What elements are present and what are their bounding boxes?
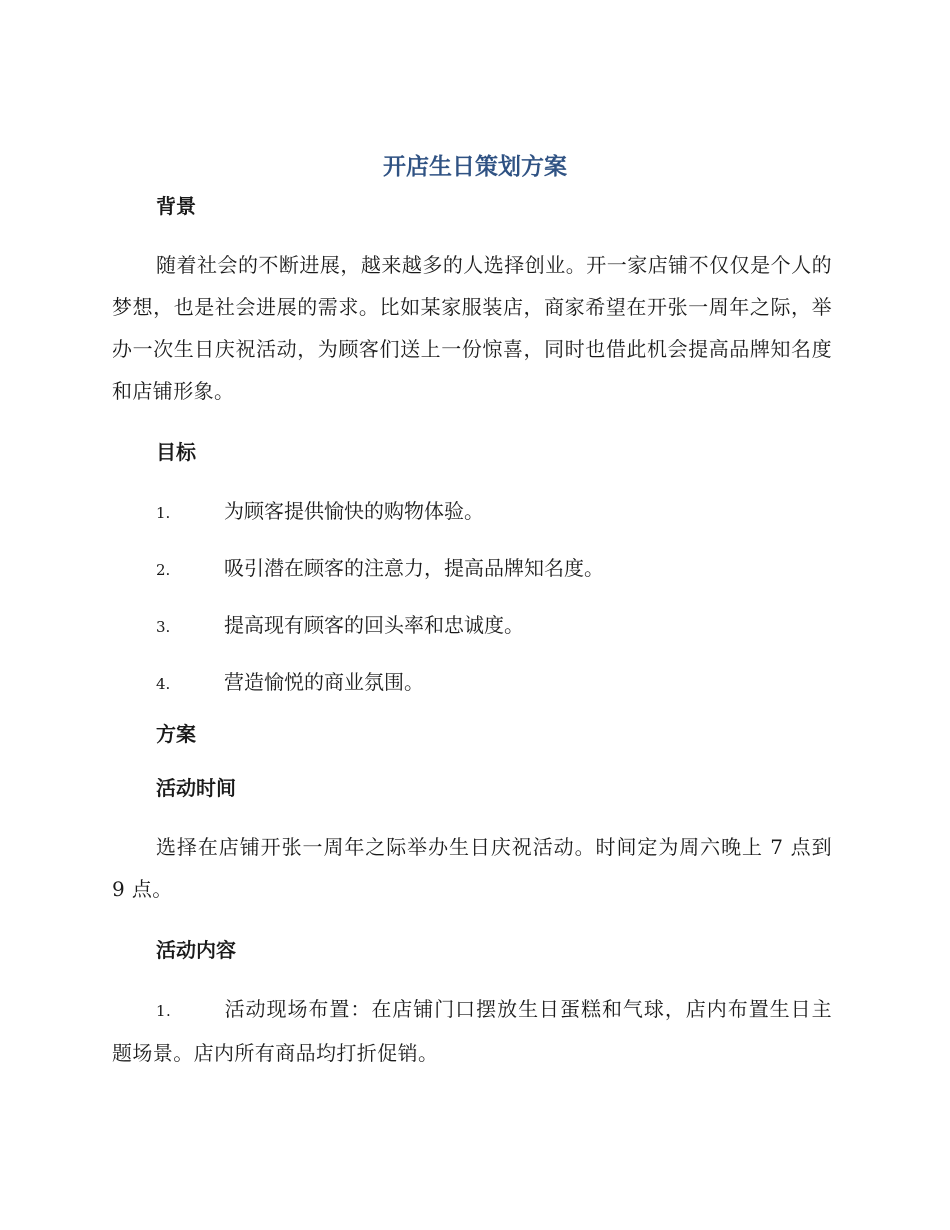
section-heading-content: 活动内容 [156,938,236,962]
list-number: 2. [156,561,171,579]
background-paragraph: 随着社会的不断进展，越来越多的人选择创业。开一家店铺不仅仅是个人的梦想，也是社会进展的需求。比如某家服装店，商家希望在开张一周年之际，举办一次生日庆祝活动，为顾客们送上一份惊喜，同时也借此机会提高品牌知名度和店铺形象。 [112,253,832,403]
list-text: 活动现场布置：在店铺门口摆放生日蛋糕和气球，店内布置生日主题场景。店内所有商品均打折促销。 [112,997,832,1065]
section-heading-time: 活动时间 [156,776,236,800]
list-text: 营造愉悦的商业氛围。 [224,670,424,694]
list-number: 4. [156,675,171,693]
list-item [112,547,832,591]
time-paragraph: 选择在店铺开张一周年之际举办生日庆祝活动。时间定为周六晚上 7 点到 9 点。 [112,835,832,901]
section-heading-goals: 目标 [156,440,196,464]
document-body [112,190,832,1074]
list-text: 为顾客提供愉快的购物体验。 [224,499,484,523]
list-item [112,661,832,705]
list-number: 1. [156,1002,172,1020]
list-item [112,604,832,648]
list-number: 3. [156,618,171,636]
list-text: 吸引潜在顾客的注意力，提高品牌知名度。 [224,556,604,580]
list-number: 1. [156,504,171,522]
page-title: 开店生日策划方案 [383,154,567,180]
list-text: 提高现有顾客的回头率和忠诚度。 [224,613,524,637]
list-item [112,988,832,1074]
section-heading-background: 背景 [156,194,196,218]
list-item [112,490,832,534]
section-heading-plan: 方案 [156,722,196,746]
